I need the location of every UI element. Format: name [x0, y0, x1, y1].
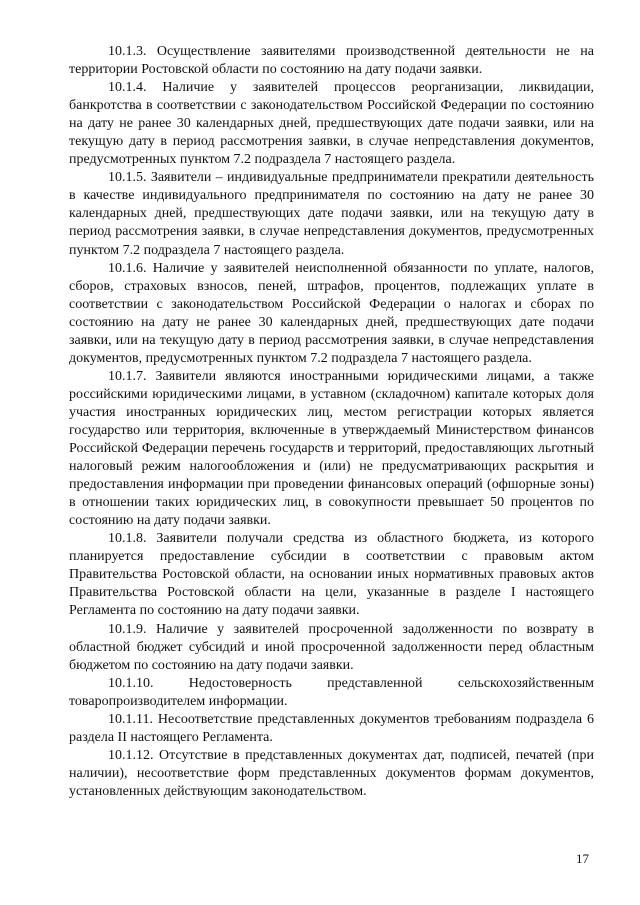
page-number: 17	[576, 851, 589, 866]
paragraph-10-1-12: 10.1.12. Отсутствие в представленных документах дат, подписей, печатей (при наличии), несоответствие форм представленных документов формам документов, установленных действующим законодательством.	[69, 747, 594, 799]
paragraph-10-1-10: 10.1.10. Недостоверность представленной сельскохозяйственным товаропроизводителем информации.	[69, 675, 594, 709]
paragraph-10-1-8: 10.1.8. Заявители получали средства из областного бюджета, из которого планируется предоставление субсидии в соответствии с правовым актом Правительства Ростовской области, на основании иных нормативных правовых актов Правительства Ростовской области на цели, указанные в разделе I настоящего Регламента по состоянию на дату подачи заявки.	[69, 531, 594, 619]
paragraph-10-1-11: 10.1.11. Несоответствие представленных документов требованиям подраздела 6 раздела II настоящего Регламента.	[69, 711, 594, 745]
paragraph-10-1-7: 10.1.7. Заявители являются иностранными юридическими лицами, а также российскими юридическими лицами, в уставном (складочном) капитале которых доля участия иностранных юридических лиц, местом регистрации которых является государство или территория, включенные в утверждаемый Министерством финансов Российской Федерации перечень государств и территорий, предоставляющих льготный налоговый режим налогообложения и (или) не предусматривающих раскрытия и предоставления информации при проведении финансовых операций (офшорные зоны) в отношении таких юридических лиц, в совокупности превышает 50 процентов по состоянию на дату подачи заявки.	[69, 368, 594, 529]
paragraph-10-1-9: 10.1.9. Наличие у заявителей просроченной задолженности по возврату в областной бюджет субсидий и иной просроченной задолженности перед областным бюджетом по состоянию на дату подачи заявки.	[69, 621, 594, 673]
paragraph-10-1-4: 10.1.4. Наличие у заявителей процессов реорганизации, ликвидации, банкротства в соответствии с законодательством Российской Федерации по состоянию на дату не ранее 30 календарных дней, предшествующих дате подачи заявки, или на текущую дату в период рассмотрения заявки, в случае непредставления документов, предусмотренных пунктом 7.2 подраздела 7 настоящего раздела.	[69, 80, 594, 168]
paragraph-10-1-6: 10.1.6. Наличие у заявителей неисполненной обязанности по уплате, налогов, сборов, страховых взносов, пеней, штрафов, процентов, подлежащих уплате в соответствии с законодательством Российской Федерации о налогах и сборах по состоянию на дату не ранее 30 календарных дней, предшествующих дате подачи заявки, или на текущую дату в период рассмотрения заявки, в случае непредставления документов, предусмотренных пунктом 7.2 подраздела 7 настоящего раздела.	[69, 260, 594, 366]
document-body	[69, 43, 594, 801]
paragraph-10-1-5: 10.1.5. Заявители – индивидуальные предприниматели прекратили деятельность в качестве индивидуального предпринимателя по состоянию на дату не ранее 30 календарных дней, предшествующих дате подачи заявки, или на текущую дату в период рассмотрения заявки, в случае непредставления документов, предусмотренных пунктом 7.2 подраздела 7 настоящего раздела.	[69, 170, 594, 258]
paragraph-10-1-3: 10.1.3. Осуществление заявителями производственной деятельности не на территории Ростовской области по состоянию на дату подачи заявки.	[69, 44, 594, 78]
